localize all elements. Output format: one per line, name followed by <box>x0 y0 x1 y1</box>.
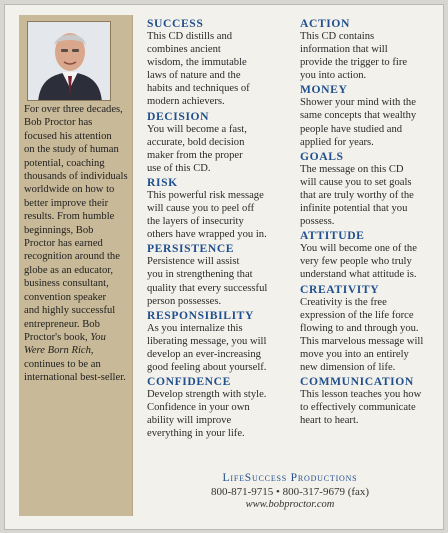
section-heading: RESPONSIBILITY <box>147 308 254 322</box>
section-text-line: You will become one of the <box>300 243 417 255</box>
bio-line: business consultant, <box>24 278 109 290</box>
section-text-line: you into action. <box>300 70 367 82</box>
section-text-line: habits and techniques of <box>147 83 250 95</box>
section-text-line: quality that every successful <box>147 282 268 294</box>
book-title: Were Born Rich, <box>24 345 94 357</box>
bio-line: and highly successful <box>24 305 116 317</box>
company-name: LifeSuccess Productions <box>222 472 358 484</box>
section-heading: RISK <box>147 175 178 189</box>
section-text-line: infinite potential that you <box>300 203 408 215</box>
section-text-line: Confidence in your own <box>147 402 250 414</box>
portrait-icon <box>28 22 111 101</box>
book-title: You <box>90 331 106 343</box>
section-text-line: will cause you to set goals <box>300 176 412 188</box>
author-bio <box>24 103 131 385</box>
bio-line: worldwide on how to <box>24 184 115 196</box>
bio-line: Proctor has earned <box>24 238 103 250</box>
section-text-line: flowing to and through you. <box>300 322 419 334</box>
section-communication <box>300 375 443 427</box>
section-text-line: This CD contains <box>300 31 375 42</box>
section-money <box>300 83 443 148</box>
section-text-line: Creativity is the free <box>300 296 387 308</box>
section-heading: DECISION <box>147 109 210 123</box>
bio-line: globe as an educator, <box>24 264 113 276</box>
bio-line: entrepreneur. Bob <box>24 318 100 330</box>
section-text-line: applied for years. <box>300 136 374 148</box>
section-text-line: you in strengthening that <box>147 269 253 281</box>
section-text-line: As you internalize this <box>147 322 243 334</box>
section-text-line: maker from the proper <box>147 149 243 161</box>
section-text-line: This lesson teaches you how <box>300 389 422 401</box>
section-heading: MONEY <box>300 83 348 97</box>
section-text-line: This CD distills and <box>147 31 233 42</box>
publisher-footer <box>140 472 440 510</box>
section-text-line: accurate, bold decision <box>147 136 245 148</box>
section-success <box>147 17 295 109</box>
section-responsibility <box>147 309 295 374</box>
section-heading: GOALS <box>300 149 344 163</box>
bio-line: beginnings, Bob <box>24 224 94 236</box>
section-confidence <box>147 375 295 440</box>
section-text-line: good feeling about yourself. <box>147 361 267 373</box>
section-action <box>300 17 443 82</box>
website-link[interactable]: www.bobproctor.com <box>245 499 335 510</box>
section-text-line: You will become a fast, <box>147 123 247 135</box>
section-heading: CREATIVITY <box>300 282 380 296</box>
section-text-line: This marvelous message will <box>300 335 424 347</box>
left-column <box>147 17 295 441</box>
section-text-line: develop an ever-increasing <box>147 348 261 360</box>
section-heading: ATTITUDE <box>300 229 365 243</box>
section-text-line: possess. <box>300 216 335 228</box>
section-text-line: Shower your mind with the <box>300 97 416 109</box>
section-text-line: everything in your life. <box>147 428 245 440</box>
bio-line: potential, coaching <box>24 157 105 169</box>
bio-line: thousands of individuals <box>24 171 128 183</box>
section-text-line: new dimension of life. <box>300 361 396 373</box>
section-text-line: This powerful risk message <box>147 189 264 201</box>
section-text-line: information that will <box>300 44 388 56</box>
section-text-line: people have studied and <box>300 123 403 135</box>
section-text-line: Persistence will assist <box>147 256 240 268</box>
section-text-line: The message on this CD <box>300 163 404 175</box>
section-text-line: understand what attitude is. <box>300 269 417 281</box>
section-text-line: provide the trigger to fire <box>300 57 408 69</box>
section-attitude <box>300 229 443 281</box>
section-text-line: laws of nature and the <box>147 70 241 82</box>
right-column <box>300 17 443 428</box>
section-goals <box>300 150 443 228</box>
section-heading: PERSISTENCE <box>147 242 235 256</box>
section-text-line: wisdom, the immutable <box>147 57 247 69</box>
section-text-line: to effectively communicate <box>300 402 416 414</box>
section-text-line: the layers of insecurity <box>147 216 244 228</box>
bio-line: continues to be an <box>24 358 101 370</box>
section-decision <box>147 110 295 175</box>
author-portrait-photo <box>27 21 111 101</box>
section-text-line: modern achievers. <box>147 96 225 108</box>
section-creativity <box>300 283 443 375</box>
bio-line: convention speaker <box>24 291 107 303</box>
section-text-line: others have wrapped you in. <box>147 229 267 241</box>
section-risk <box>147 176 295 241</box>
section-text-line: heart to heart. <box>300 415 359 427</box>
section-text-line: very few people who truly <box>300 256 412 268</box>
bio-line: results. From humble <box>24 211 115 223</box>
section-text-line: liberating message, you will <box>147 335 267 347</box>
section-text-line: move you into an entirely <box>300 348 409 360</box>
section-heading: COMMUNICATION <box>300 375 414 389</box>
bio-line: For over three decades, <box>24 104 123 115</box>
section-text-line: ability will improve <box>147 415 232 427</box>
section-heading: ACTION <box>300 17 350 30</box>
section-text-line: Develop strength with style. <box>147 389 267 401</box>
section-text-line: expression of the life force <box>300 309 414 321</box>
bio-line: Bob Proctor has <box>24 117 93 129</box>
section-text-line: person possesses. <box>147 295 222 307</box>
section-text-line: combines ancient <box>147 44 221 56</box>
bio-line: on the study of human <box>24 144 119 156</box>
phone-numbers: 800-871-9715 • 800-317-9679 (fax) <box>210 486 370 498</box>
bio-line: Proctor's book, <box>24 331 88 343</box>
section-text-line: same concepts that wealthy <box>300 110 417 122</box>
bio-line: better improve their <box>24 197 109 209</box>
section-text-line: will cause you to peel off <box>147 203 255 215</box>
bio-line: recognition around the <box>24 251 120 263</box>
section-persistence <box>147 242 295 307</box>
section-text-line: use of this CD. <box>147 162 211 174</box>
section-heading: SUCCESS <box>147 17 204 30</box>
author-sidebar <box>19 15 133 516</box>
bio-line: international best-seller. <box>24 372 126 384</box>
section-heading: CONFIDENCE <box>147 375 231 389</box>
section-text-line: that are truly worthy of the <box>300 189 414 201</box>
bio-line: focused his attention <box>24 130 112 142</box>
